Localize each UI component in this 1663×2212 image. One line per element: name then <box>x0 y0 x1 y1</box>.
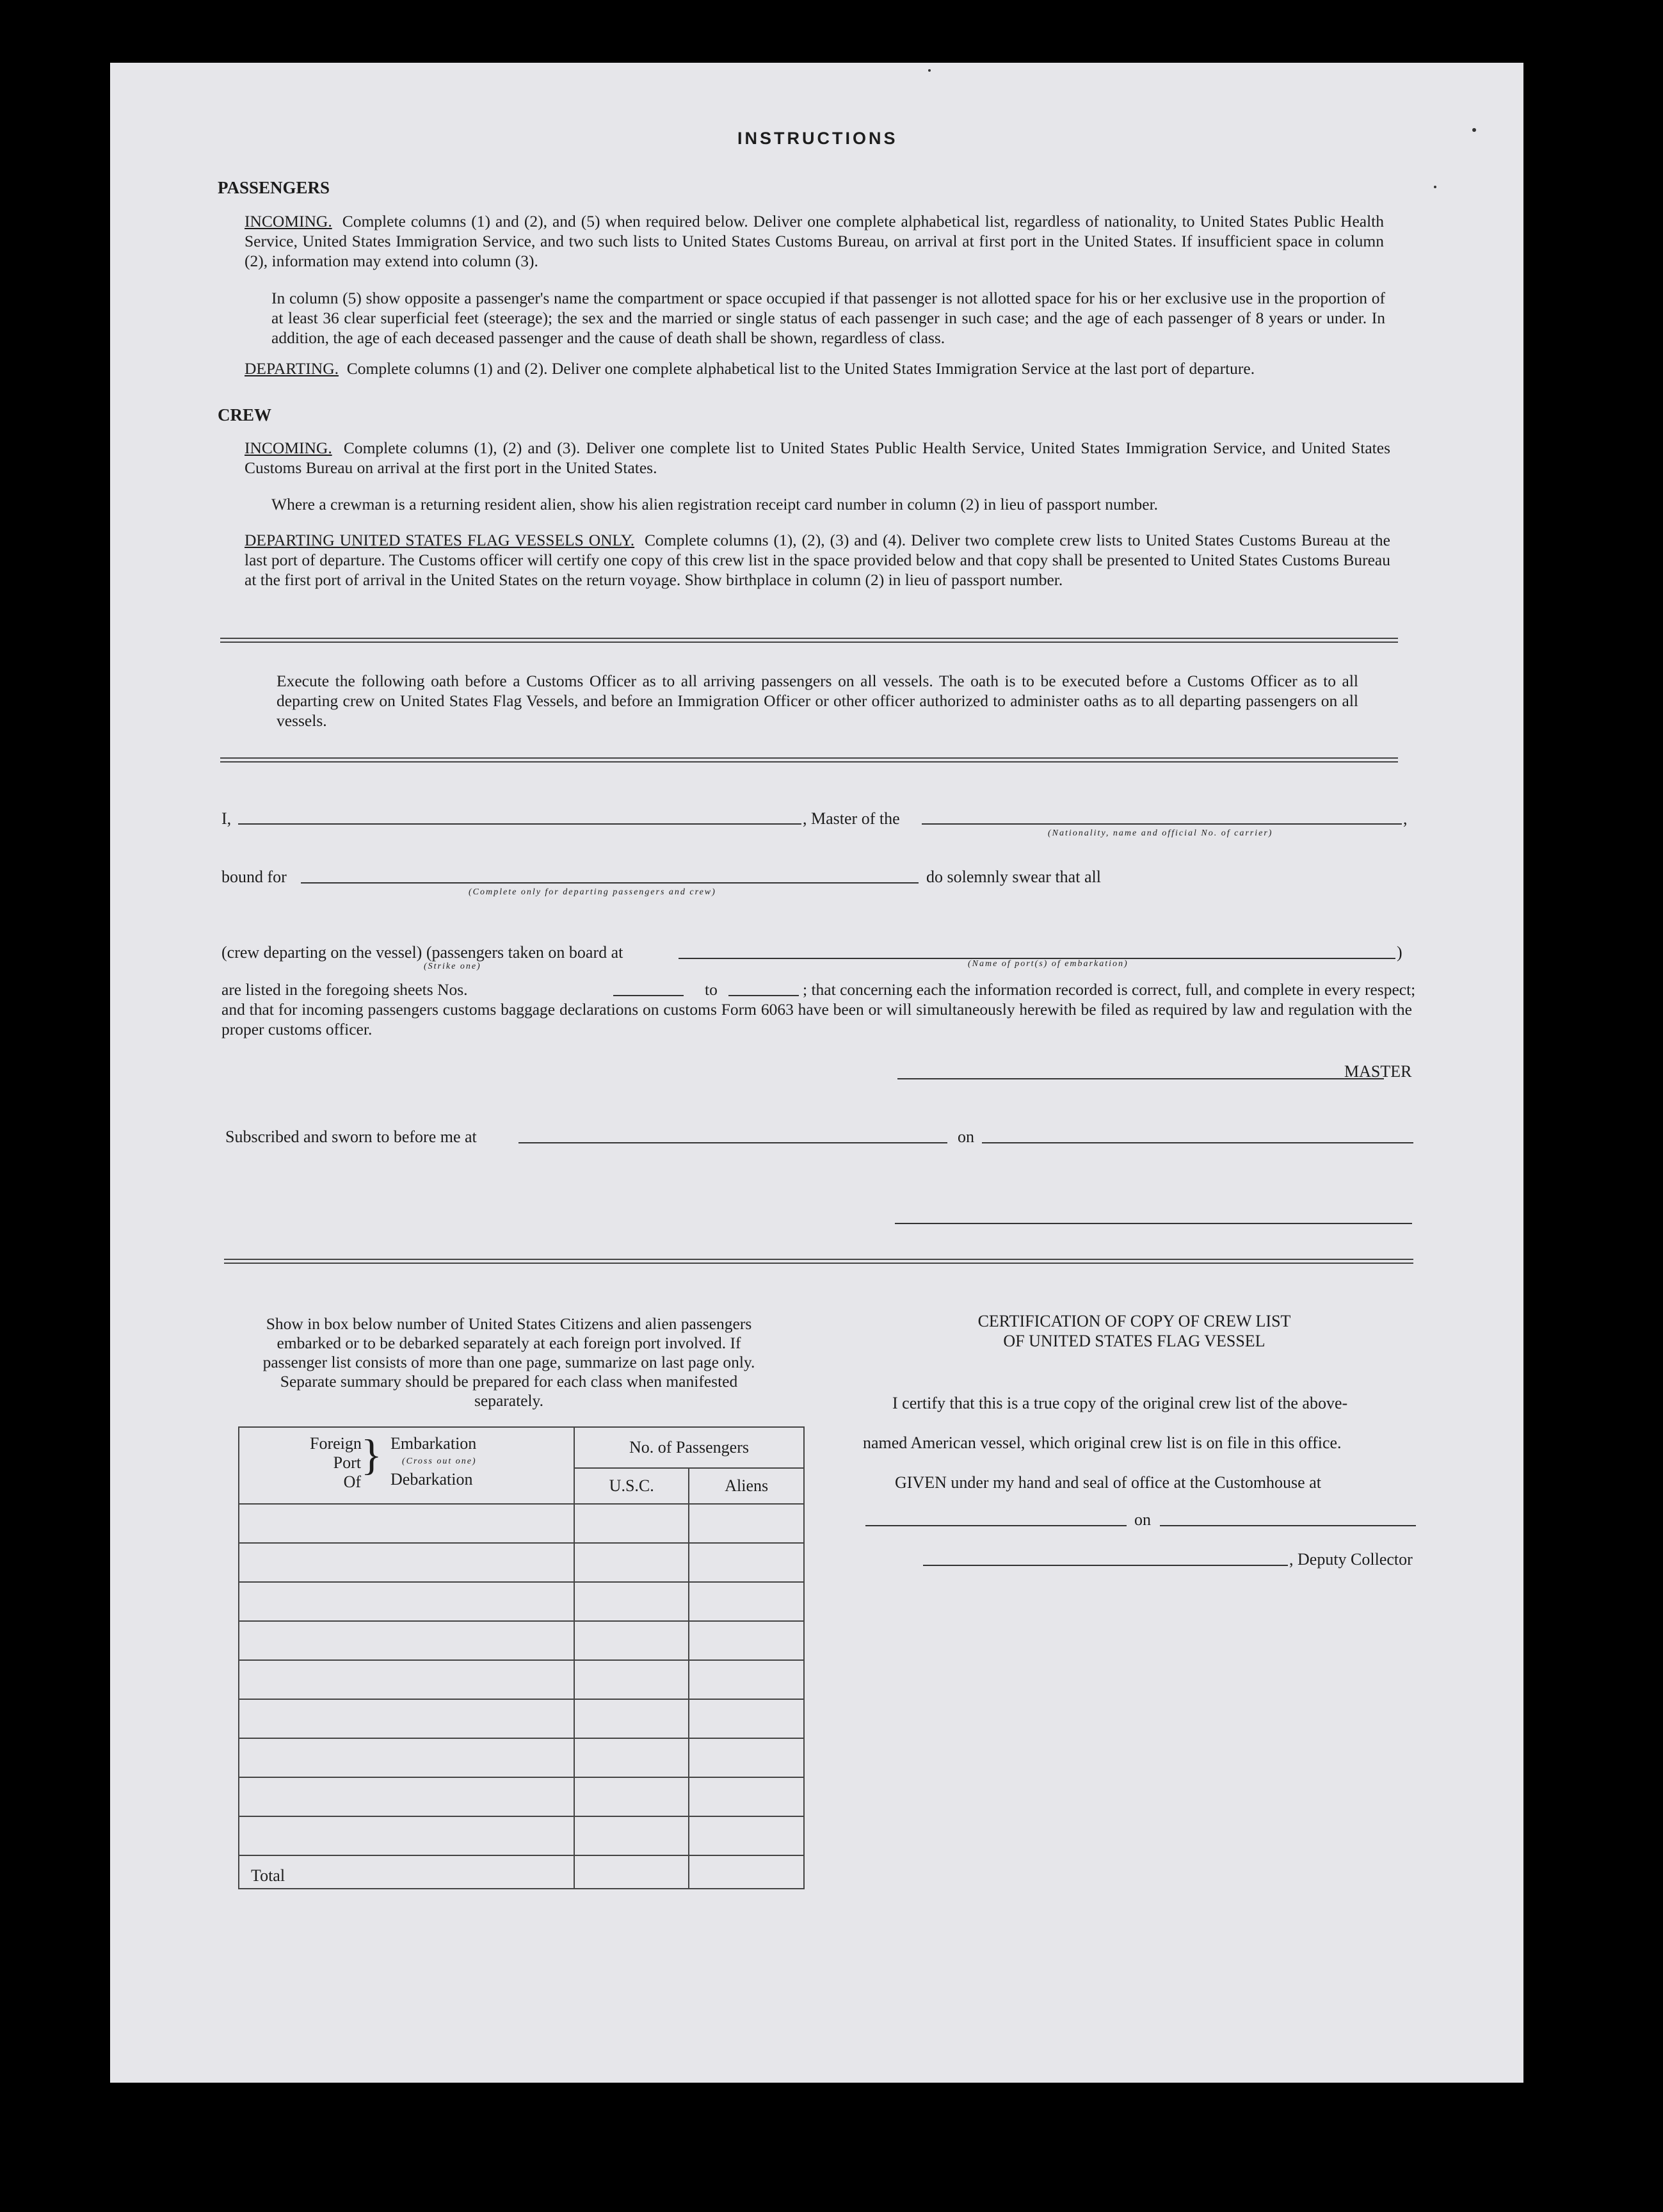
header-of: Of <box>343 1473 361 1491</box>
header-port: Port <box>333 1453 361 1472</box>
header-debarkation: Debarkation <box>390 1470 473 1489</box>
header-aliens: Aliens <box>689 1468 804 1504</box>
passengers-incoming-text: Complete columns (1) and (2), and (5) when required below. Deliver one complete alphabetical list, regardless of nationality, to United States Public Health Service, United States Immigration Service, and two such lists to United States Customs Bureau, on arrival at first port in the United States. If insufficient space in column (2), information may extend into column (3). <box>245 212 1384 270</box>
oath-i: I, <box>221 809 232 828</box>
passengers-departing-text: Complete columns (1) and (2). Deliver one complete alphabetical list to the United States Immigration Service at the last port of departure. <box>346 359 1255 378</box>
summary-instructions: Show in box below number of United States Citizens and alien passengers embarked or to be debarked separately at each foreign port involved. If passenger list consists of more than one page, summarize on last page only. Separate summary should be prepared for each class when manifested separately. <box>262 1314 755 1410</box>
total-usc-cell[interactable] <box>574 1855 689 1889</box>
divider-1 <box>220 638 1398 643</box>
aliens-cell[interactable] <box>689 1738 804 1777</box>
page-title: INSTRUCTIONS <box>737 129 898 148</box>
usc-cell[interactable] <box>574 1543 689 1582</box>
table-row <box>239 1777 804 1816</box>
customhouse-field[interactable] <box>865 1525 1127 1526</box>
aliens-cell[interactable] <box>689 1699 804 1738</box>
table-row <box>239 1660 804 1699</box>
header-cross-out: (Cross out one) <box>402 1457 477 1466</box>
sheet-to-field[interactable] <box>728 995 799 996</box>
port-header-cell <box>239 1427 574 1504</box>
passengers-incoming-paragraph <box>245 211 1384 271</box>
usc-cell[interactable] <box>574 1660 689 1699</box>
table-row <box>239 1504 804 1543</box>
divider-3 <box>224 1259 1413 1264</box>
certification-title-2: OF UNITED STATES FLAG VESSEL <box>1003 1332 1265 1350</box>
deputy-signature-field[interactable] <box>923 1565 1288 1566</box>
table-row <box>239 1738 804 1777</box>
port-cell[interactable] <box>239 1777 574 1816</box>
carrier-field[interactable] <box>922 823 1402 825</box>
sworn-date-field[interactable] <box>982 1142 1413 1143</box>
sheet-from-field[interactable] <box>613 995 684 996</box>
passenger-summary-table <box>238 1426 805 1889</box>
port-cell[interactable] <box>239 1582 574 1621</box>
usc-cell[interactable] <box>574 1504 689 1543</box>
total-aliens-cell[interactable] <box>689 1855 804 1889</box>
certification-on: on <box>1134 1510 1151 1529</box>
port-cell[interactable] <box>239 1504 574 1543</box>
header-no-passengers: No. of Passengers <box>574 1427 804 1468</box>
header-foreign: Foreign <box>310 1434 362 1453</box>
total-label: Total <box>239 1855 574 1889</box>
form-sheet <box>110 63 1523 2083</box>
master-label: MASTER <box>1344 1062 1412 1081</box>
port-cell[interactable] <box>239 1660 574 1699</box>
bound-for-caption: (Complete only for departing passengers and crew) <box>469 887 716 897</box>
scan-speck <box>1472 128 1476 132</box>
aliens-cell[interactable] <box>689 1543 804 1582</box>
oath-subscribed: Subscribed and sworn to before me at <box>225 1127 477 1146</box>
certification-line-1: I certify that this is a true copy of the original crew list of the above- <box>892 1394 1348 1412</box>
scan-speck <box>1434 186 1436 188</box>
passengers-departing-paragraph <box>245 359 1390 378</box>
divider-2 <box>220 757 1398 763</box>
oath-listed-b: ; that concerning each the information recorded is correct, full, and complete in every respect; <box>803 980 1416 999</box>
header-embarkation: Embarkation <box>390 1434 477 1453</box>
oath-swear: do solemnly swear that all <box>926 868 1101 886</box>
crew-departing-paragraph <box>245 530 1390 590</box>
usc-cell[interactable] <box>574 1699 689 1738</box>
oath-instructions: Execute the following oath before a Customs Officer as to all arriving passengers on all vessels. The oath is to be executed before a Customs Officer as to all departing crew on United States Flag Vessels, and before an Immigration Officer or other officer authorized to administer oaths as to all departing passengers on all vessels. <box>277 672 1358 730</box>
passengers-heading: PASSENGERS <box>218 178 330 197</box>
crew-incoming-text: Complete columns (1), (2) and (3). Deliver one complete list to United States Public Health Service, United States Immigration Service, and United States Customs Bureau on arrival at the first port in the United States. <box>245 439 1391 477</box>
usc-cell[interactable] <box>574 1738 689 1777</box>
crew-resident-paragraph: Where a crewman is a returning resident alien, show his alien registration receipt card number in column (2) in lieu of passport number. <box>271 495 1159 513</box>
port-cell[interactable] <box>239 1699 574 1738</box>
oath-on: on <box>958 1127 974 1146</box>
oath-crew-departing: (crew departing on the vessel) (passengers taken on board at <box>221 943 623 962</box>
port-cell[interactable] <box>239 1621 574 1660</box>
crew-departing-label: DEPARTING UNITED STATES FLAG VESSELS ONLY. <box>245 531 635 549</box>
aliens-cell[interactable] <box>689 1621 804 1660</box>
master-name-field[interactable] <box>238 823 801 825</box>
oath-close-paren: ) <box>1397 943 1402 962</box>
table-row <box>239 1621 804 1660</box>
certification-title-1: CERTIFICATION OF COPY OF CREW LIST <box>977 1312 1291 1330</box>
aliens-cell[interactable] <box>689 1582 804 1621</box>
table-row <box>239 1582 804 1621</box>
oath-bound-for: bound for <box>221 868 287 886</box>
oath-master-of-the: , Master of the <box>803 809 900 828</box>
oath-listed-a: are listed in the foregoing sheets Nos. <box>221 980 468 999</box>
bound-for-field[interactable] <box>301 882 919 884</box>
certification-deputy: , Deputy Collector <box>1289 1550 1413 1569</box>
sworn-place-field[interactable] <box>518 1142 947 1143</box>
aliens-cell[interactable] <box>689 1816 804 1855</box>
header-usc: U.S.C. <box>574 1468 689 1504</box>
ports-caption: (Name of port(s) of embarkation) <box>968 959 1129 969</box>
passengers-column5-paragraph: In column (5) show opposite a passenger's name the compartment or space occupied if that passenger is not allotted space for his or her exclusive use in the proportion of at least 36 clear superficial feet (steerage); the sex and the married or single status of each passenger in such case; and the age of each passenger of 8 years or under. In addition, the age of each deceased passenger and the cause of death shall be shown, regardless of class. <box>271 289 1385 347</box>
usc-cell[interactable] <box>574 1621 689 1660</box>
port-cell[interactable] <box>239 1816 574 1855</box>
port-cell[interactable] <box>239 1543 574 1582</box>
strike-one-caption: (Strike one) <box>424 962 481 971</box>
certification-line-2: named American vessel, which original crew list is on file in this office. <box>863 1433 1342 1452</box>
aliens-cell[interactable] <box>689 1504 804 1543</box>
total-row <box>239 1855 804 1889</box>
port-cell[interactable] <box>239 1738 574 1777</box>
master-signature-field[interactable] <box>897 1078 1384 1079</box>
oath-listed-to: to <box>705 980 718 999</box>
aliens-cell[interactable] <box>689 1660 804 1699</box>
usc-cell[interactable] <box>574 1777 689 1816</box>
crew-heading: CREW <box>218 405 272 424</box>
officer-signature-field[interactable] <box>895 1223 1412 1224</box>
certification-date-field[interactable] <box>1160 1525 1416 1526</box>
certification-line-3: GIVEN under my hand and seal of office at the Customhouse at <box>895 1473 1321 1492</box>
oath-listed-line1 <box>221 980 1416 999</box>
scan-speck <box>928 69 931 72</box>
table-row <box>239 1699 804 1738</box>
usc-cell[interactable] <box>574 1816 689 1855</box>
oath-listed-c: and that for incoming passengers customs baggage declarations on customs Form 6063 have been or will simultaneously herewith be filed as required by law and regulation with the proper customs officer. <box>221 1000 1412 1038</box>
table-row <box>239 1543 804 1582</box>
aliens-cell[interactable] <box>689 1777 804 1816</box>
passengers-departing-label: DEPARTING. <box>245 359 339 378</box>
carrier-caption: (Nationality, name and official No. of carrier) <box>1048 828 1273 838</box>
brace-icon: } <box>361 1430 382 1479</box>
crew-departing-text: Complete columns (1), (2), (3) and (4). Deliver two complete crew lists to United States Customs Bureau at the last port of departure. The Customs officer will certify one copy of this crew list in the space provided below and that copy shall be presented to United States Customs Bureau at the first port of arrival in the United States on the return voyage. Show birthplace in column (2) in lieu of passport number. <box>245 531 1390 589</box>
table-row <box>239 1816 804 1855</box>
usc-cell[interactable] <box>574 1582 689 1621</box>
crew-incoming-paragraph <box>245 438 1390 478</box>
crew-incoming-label: INCOMING. <box>245 439 332 457</box>
passengers-incoming-label: INCOMING. <box>245 212 332 230</box>
oath-comma: , <box>1403 809 1408 828</box>
